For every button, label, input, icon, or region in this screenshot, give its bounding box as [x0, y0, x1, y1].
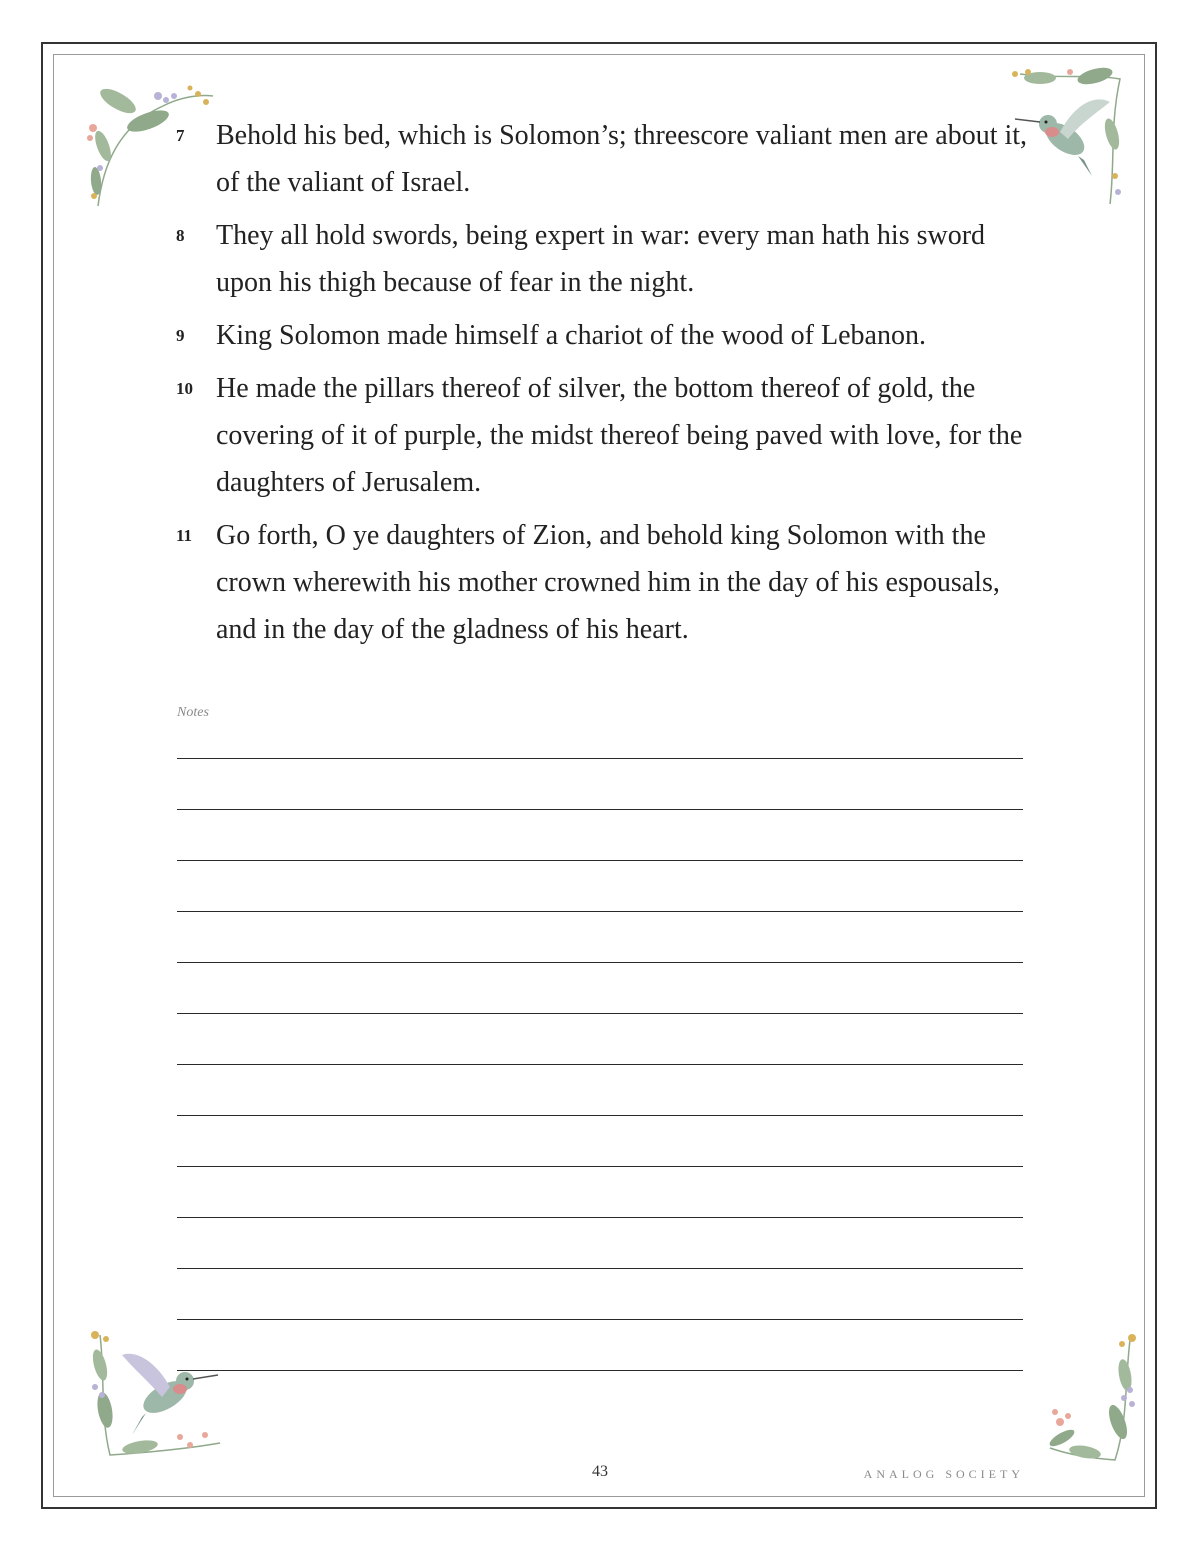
verse — [176, 365, 1036, 506]
verse-text: They all hold swords, being expert in war: every man hath his sword upon his thigh because of fear in the night. — [216, 220, 986, 298]
verse-number: 7 — [176, 126, 185, 145]
verse-number: 10 — [176, 379, 193, 398]
verse — [176, 212, 1036, 306]
note-line[interactable] — [177, 1064, 1023, 1065]
note-line[interactable] — [177, 1166, 1023, 1167]
verse — [176, 512, 1036, 653]
verse-text: He made the pillars thereof of silver, the bottom thereof of gold, the covering of it of purple, the midst thereof being paved with love, for the daughters of Jerusalem. — [216, 373, 1023, 498]
note-line[interactable] — [177, 911, 1023, 912]
verse-text: Behold his bed, which is Solomon’s; threescore valiant men are about it, of the valiant of Israel. — [216, 120, 1028, 198]
verse-text: King Solomon made himself a chariot of the wood of Lebanon. — [216, 320, 926, 351]
note-line[interactable] — [177, 860, 1023, 861]
verse — [176, 112, 1036, 206]
floral-corner-bottom-right — [1000, 1330, 1150, 1480]
note-line[interactable] — [177, 962, 1023, 963]
note-line[interactable] — [177, 1319, 1023, 1320]
note-line[interactable] — [177, 809, 1023, 810]
verse-text: Go forth, O ye daughters of Zion, and behold king Solomon with the crown wherewith his mother crowned him in the day of his espousals, and in the day of the gladness of his heart. — [216, 520, 1000, 645]
hummingbird-icon — [80, 1325, 230, 1475]
notes-label: Notes — [177, 705, 209, 720]
note-line[interactable] — [177, 1115, 1023, 1116]
note-line[interactable] — [177, 1370, 1023, 1371]
floral-corner-icon — [1000, 1330, 1150, 1480]
page-number: 43 — [592, 1463, 608, 1480]
verse — [176, 312, 1036, 359]
verse-number: 8 — [176, 226, 185, 245]
note-line[interactable] — [177, 758, 1023, 759]
scripture-passage — [176, 112, 1036, 659]
note-line[interactable] — [177, 1217, 1023, 1218]
brand-name: ANALOG SOCIETY — [863, 1467, 1024, 1481]
verse-number: 9 — [176, 326, 185, 345]
floral-corner-bottom-left — [80, 1325, 230, 1475]
note-line[interactable] — [177, 1268, 1023, 1269]
note-line[interactable] — [177, 1013, 1023, 1014]
verse-number: 11 — [176, 526, 193, 545]
